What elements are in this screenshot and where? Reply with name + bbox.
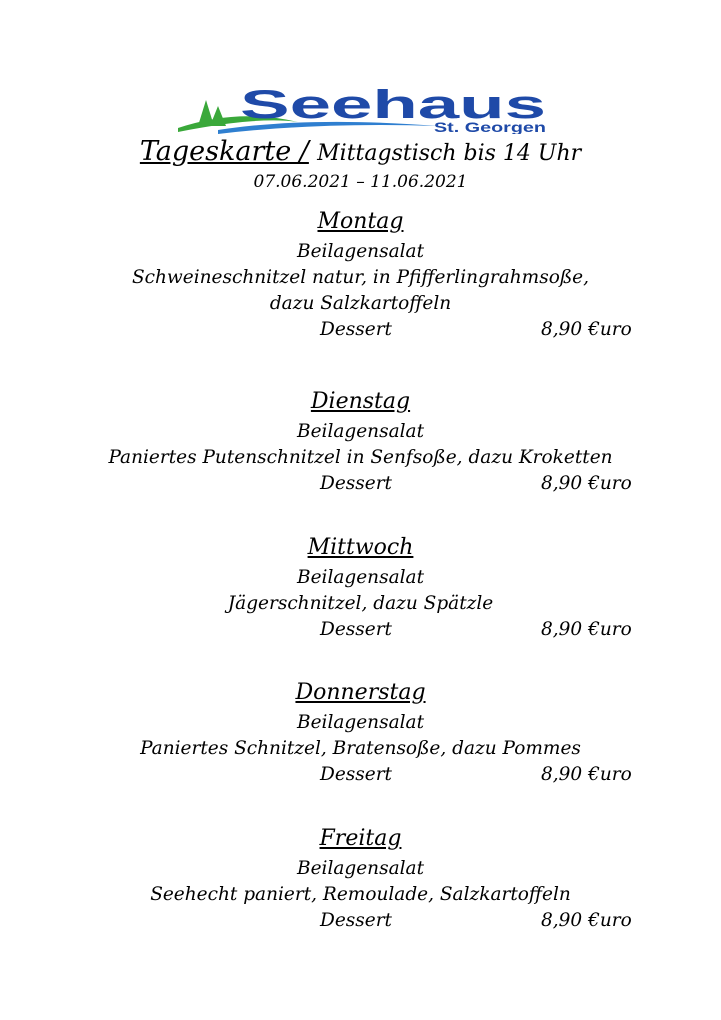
dessert-label: Dessert [320, 619, 392, 640]
page-title [0, 136, 721, 167]
day-title: Freitag [319, 826, 402, 851]
menu-line: Beilagensalat [296, 858, 425, 879]
menu-line: Paniertes Schnitzel, Bratensoße, dazu Pommes [140, 738, 581, 759]
menu-line: Paniertes Putenschnitzel in Senfsoße, dazu Kroketten [108, 447, 613, 468]
day-section-donnerstag [0, 676, 721, 788]
logo-main-text: Seehaus [240, 86, 546, 127]
day-section-mittwoch [0, 531, 721, 643]
day-title: Mittwoch [307, 535, 414, 560]
price: 8,90 €uro [541, 764, 632, 785]
logo-sub-text: St. Georgen [434, 119, 546, 134]
price: 8,90 €uro [541, 473, 632, 494]
dessert-label: Dessert [320, 910, 392, 931]
day-title: Donnerstag [295, 680, 426, 705]
day-section-freitag [0, 822, 721, 934]
menu-line: Beilagensalat [296, 421, 425, 442]
day-title: Montag [317, 209, 404, 234]
menu-line: Schweineschnitzel natur, in Pfifferlingrahmsoße, [131, 267, 590, 288]
price: 8,90 €uro [541, 910, 632, 931]
menu-line: Seehecht paniert, Remoulade, Salzkartoffeln [150, 884, 571, 905]
price: 8,90 €uro [541, 619, 632, 640]
title-sub: Mittagstisch bis 14 Uhr [317, 141, 582, 166]
menu-line: dazu Salzkartoffeln [269, 293, 452, 314]
dessert-label: Dessert [320, 764, 392, 785]
seehaus-logo [178, 86, 550, 134]
date-range: 07.06.2021 – 11.06.2021 [253, 172, 468, 192]
menu-line: Beilagensalat [296, 712, 425, 733]
day-section-montag [0, 205, 721, 343]
price: 8,90 €uro [541, 319, 632, 340]
title-main: Tageskarte / [139, 136, 309, 167]
menu-line: Jägerschnitzel, dazu Spätzle [227, 593, 494, 614]
dessert-label: Dessert [320, 319, 392, 340]
day-section-dienstag [0, 385, 721, 497]
day-title: Dienstag [310, 389, 411, 414]
menu-line: Beilagensalat [296, 567, 425, 588]
menu-line: Beilagensalat [296, 241, 425, 262]
dessert-label: Dessert [320, 473, 392, 494]
